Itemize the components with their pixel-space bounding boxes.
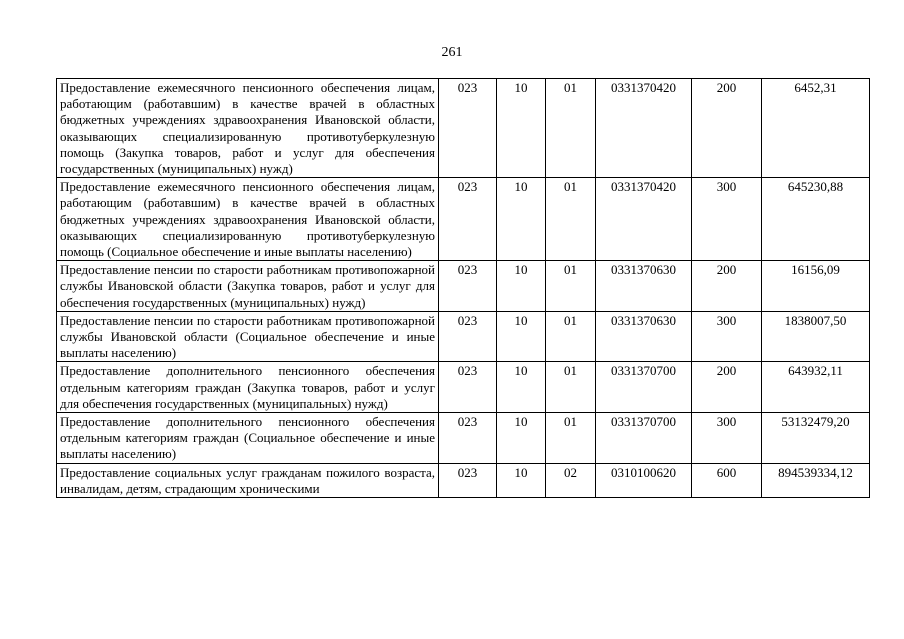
expense-type-code: 300 bbox=[692, 178, 762, 261]
expense-type-code: 200 bbox=[692, 79, 762, 178]
subsection-code: 01 bbox=[546, 79, 596, 178]
budget-table bbox=[56, 78, 870, 498]
row-description: Предоставление дополнительного пенсионного обеспечения отдельным категориям граждан (Закупка товаров, работ и услуг для обеспечения государственных (муниципальных) нужд) bbox=[57, 362, 439, 413]
target-article-code: 0331370700 bbox=[596, 413, 692, 464]
target-article-code: 0331370630 bbox=[596, 261, 692, 312]
section-code: 10 bbox=[497, 261, 546, 312]
row-description: Предоставление пенсии по старости работникам противопожарной службы Ивановской области (Социальное обеспечение и иные выплаты населению) bbox=[57, 311, 439, 362]
amount: 1838007,50 bbox=[762, 311, 870, 362]
expense-type-code: 200 bbox=[692, 261, 762, 312]
page-number: 261 bbox=[441, 45, 463, 60]
target-article-code: 0331370700 bbox=[596, 362, 692, 413]
table-row bbox=[57, 362, 870, 413]
subsection-code: 01 bbox=[546, 178, 596, 261]
amount: 894539334,12 bbox=[762, 463, 870, 497]
target-article-code: 0331370420 bbox=[596, 79, 692, 178]
ministry-code: 023 bbox=[439, 311, 497, 362]
section-code: 10 bbox=[497, 79, 546, 178]
subsection-code: 01 bbox=[546, 311, 596, 362]
subsection-code: 01 bbox=[546, 362, 596, 413]
section-code: 10 bbox=[497, 362, 546, 413]
amount: 16156,09 bbox=[762, 261, 870, 312]
row-description: Предоставление социальных услуг гражданам пожилого возраста, инвалидам, детям, страдающим хроническими bbox=[57, 463, 439, 497]
section-code: 10 bbox=[497, 413, 546, 464]
target-article-code: 0310100620 bbox=[596, 463, 692, 497]
expense-type-code: 600 bbox=[692, 463, 762, 497]
row-description: Предоставление ежемесячного пенсионного обеспечения лицам, работающим (работавшим) в качестве врачей в областных бюджетных учреждениях здравоохранения Ивановской области, оказывающих специализированную противотуберкулезную помощь (Социальное обеспечение и иные выплаты населению) bbox=[57, 178, 439, 261]
amount: 645230,88 bbox=[762, 178, 870, 261]
amount: 53132479,20 bbox=[762, 413, 870, 464]
row-description: Предоставление пенсии по старости работникам противопожарной службы Ивановской области (Закупка товаров, работ и услуг для обеспечения государственных (муниципальных) нужд) bbox=[57, 261, 439, 312]
table-row bbox=[57, 413, 870, 464]
table-row bbox=[57, 261, 870, 312]
ministry-code: 023 bbox=[439, 362, 497, 413]
table-row bbox=[57, 463, 870, 497]
row-description: Предоставление дополнительного пенсионного обеспечения отдельным категориям граждан (Социальное обеспечение и иные выплаты населению) bbox=[57, 413, 439, 464]
expense-type-code: 200 bbox=[692, 362, 762, 413]
section-code: 10 bbox=[497, 178, 546, 261]
row-description: Предоставление ежемесячного пенсионного обеспечения лицам, работающим (работавшим) в качестве врачей в областных бюджетных учреждениях здравоохранения Ивановской области, оказывающих специализированную противотуберкулезную помощь (Закупка товаров, работ и услуг для обеспечения государственных (муниципальных) нужд) bbox=[57, 79, 439, 178]
ministry-code: 023 bbox=[439, 261, 497, 312]
amount: 6452,31 bbox=[762, 79, 870, 178]
subsection-code: 01 bbox=[546, 261, 596, 312]
target-article-code: 0331370420 bbox=[596, 178, 692, 261]
expense-type-code: 300 bbox=[692, 311, 762, 362]
subsection-code: 02 bbox=[546, 463, 596, 497]
table-row bbox=[57, 79, 870, 178]
section-code: 10 bbox=[497, 311, 546, 362]
expense-type-code: 300 bbox=[692, 413, 762, 464]
target-article-code: 0331370630 bbox=[596, 311, 692, 362]
ministry-code: 023 bbox=[439, 413, 497, 464]
subsection-code: 01 bbox=[546, 413, 596, 464]
table-row bbox=[57, 178, 870, 261]
amount: 643932,11 bbox=[762, 362, 870, 413]
table-row bbox=[57, 311, 870, 362]
section-code: 10 bbox=[497, 463, 546, 497]
ministry-code: 023 bbox=[439, 79, 497, 178]
ministry-code: 023 bbox=[439, 463, 497, 497]
ministry-code: 023 bbox=[439, 178, 497, 261]
